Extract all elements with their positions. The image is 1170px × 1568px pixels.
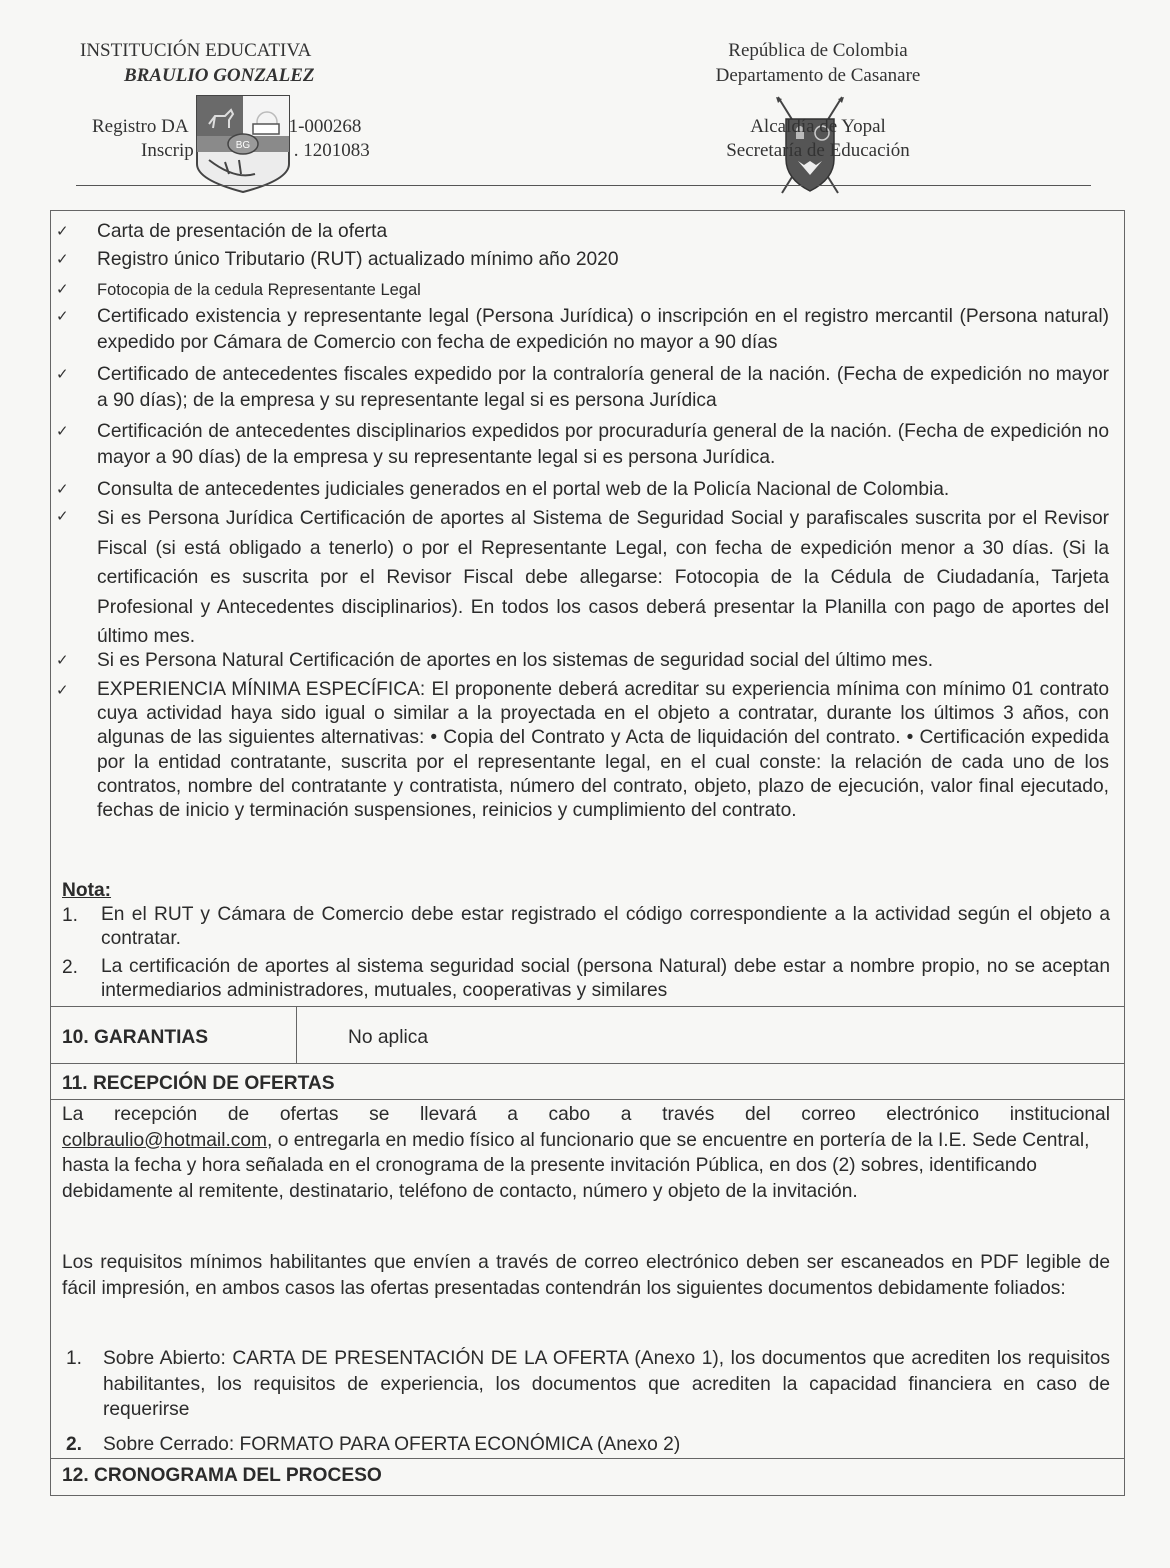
garantias-label: 10. GARANTIAS	[62, 1027, 209, 1048]
requirement-item: Certificado de antecedentes fiscales expedido por la contraloría general de la nación. (Fecha de expedición no mayor a 90 días); de la empresa y su representante legal si es persona Jurídica	[97, 364, 1109, 411]
municipality-name: Alcaldía de Yopal	[750, 116, 886, 137]
country-name: República de Colombia	[728, 40, 908, 61]
requirement-item: EXPERIENCIA MÍNIMA ESPECÍFICA: El proponente deberá acreditar su experiencia mínima con mínimo 01 contrato cuya actividad haya sido igual o similar a la proyectada en el objeto a contratar, durante los últimos 3 años, con algunas de las siguientes alternativas: • Copia del Contrato y Acta de liquidación del contrato. • Certificación expedida por la entidad contratante, suscrita por el representante legal, en el cual conste: la relación de cada uno de los contratos, nombre del contratante y contratista, número del contrato, objeto, plazo de ejecución, valor final ejecutado, fechas de inicio y terminación suspensiones, reinicios y cumplimiento del contrato.	[97, 679, 1109, 822]
nota-item: La certificación de aportes al sistema seguridad social (persona Natural) debe estar a nombre propio, no se aceptan intermediarios administradores, mutuales, cooperativas y similares	[101, 956, 1110, 1001]
requirement-item: Certificación de antecedentes disciplinarios expedidos por procuraduría general de la nación. (Fecha de expedición no mayor a 90 días) de la empresa y su representante legal si es persona Jurídica.	[97, 421, 1109, 468]
email-link[interactable]: colbraulio@hotmail.com,	[62, 1129, 273, 1151]
checkmark-icon: ✓	[56, 251, 69, 268]
nota-number: 1.	[62, 905, 79, 926]
requirement-item: Si es Persona Natural Certificación de aportes en los sistemas de seguridad social del último mes.	[97, 650, 934, 671]
svg-text:BG: BG	[235, 140, 251, 151]
institution-name: BRAULIO GONZALEZ	[124, 65, 315, 86]
row-divider	[50, 1006, 1125, 1007]
registration-number: 1-000268	[288, 116, 362, 137]
checkmark-icon: ✓	[56, 423, 69, 440]
recepcion-paragraph-1	[62, 1102, 1110, 1204]
envelope-number: 1.	[66, 1348, 83, 1369]
recepcion-title: 11. RECEPCIÓN DE OFERTAS	[62, 1073, 335, 1094]
header-divider	[76, 185, 1091, 186]
row-divider	[50, 1099, 1125, 1100]
nota-number: 2.	[62, 957, 79, 978]
checkmark-icon: ✓	[56, 281, 69, 298]
school-crest-icon	[195, 94, 291, 194]
row-divider	[50, 1458, 1125, 1459]
secretariat-name: Secretaría de Educación	[726, 140, 910, 161]
checkmark-icon: ✓	[56, 223, 69, 240]
requirement-item: Fotocopia de la cedula Representante Legal	[97, 281, 421, 299]
header-right	[698, 38, 938, 88]
checkmark-icon: ✓	[56, 508, 69, 525]
registration-prefix: Registro DA	[92, 116, 189, 137]
department-name: Departamento de Casanare	[715, 65, 921, 86]
nota-item: En el RUT y Cámara de Comercio debe estar registrado el código correspondiente a la actividad según el objeto a contratar.	[101, 904, 1110, 949]
envelope-item: Sobre Abierto: CARTA DE PRESENTACIÓN DE LA OFERTA (Anexo 1), los documentos que acrediten los requisitos habilitantes, los requisitos de experiencia, los documentos que acrediten la capacidad financiera en caso de requerirse	[103, 1348, 1110, 1420]
envelope-item: Sobre Cerrado: FORMATO PARA OFERTA ECONÓMICA (Anexo 2)	[103, 1434, 681, 1455]
envelope-number: 2.	[66, 1434, 83, 1455]
checkmark-icon: ✓	[56, 308, 69, 325]
garantias-value: No aplica	[348, 1027, 428, 1048]
inscription-number: . 1201083	[293, 140, 370, 161]
row-divider	[50, 1063, 1125, 1064]
cronograma-title: 12. CRONOGRAMA DEL PROCESO	[62, 1465, 382, 1486]
nota-title: Nota:	[62, 880, 112, 901]
institution-type: INSTITUCIÓN EDUCATIVA	[80, 40, 312, 61]
recepcion-paragraph-2: Los requisitos mínimos habilitantes que envíen a través de correo electrónico deben ser escaneados en PDF legible de fácil impresión, en ambos casos las ofertas presentadas contendrán los siguientes documentos debidamente foliados:	[62, 1252, 1110, 1299]
requirement-item: Carta de presentación de la oferta	[97, 221, 388, 242]
checkmark-icon: ✓	[56, 366, 69, 383]
recepcion-para1-first-line: La recepción de ofertas se llevará a cabo a través del correo electrónico institucional	[62, 1104, 1110, 1125]
checkmark-icon: ✓	[56, 682, 69, 699]
requirement-item: Si es Persona Jurídica Certificación de aportes al Sistema de Seguridad Social y parafiscales suscrita por el Revisor Fiscal (si está obligado a tenerlo) o por el Representante Legal, con fecha de expedición menor a 30 días. (Si la certificación es suscrita por el Revisor Fiscal debe allegarse: Fotocopia de la Cédula de Ciudadanía, Tarjeta Profesional y Antecedentes disciplinarios). En todos los casos deberá presentar la Planilla con pago de aportes del último mes.	[97, 508, 1109, 647]
checkmark-icon: ✓	[56, 652, 69, 669]
checkmark-icon: ✓	[56, 481, 69, 498]
requirement-item: Certificado existencia y representante legal (Persona Jurídica) o inscripción en el registro mercantil (Persona natural) expedido por Cámara de Comercio con fecha de expedición no mayor a 90 días	[97, 306, 1109, 353]
recepcion-para1-rest: o entregarla en medio físico al funcionario que se encuentre en portería de la I.E. Sede Central, hasta la fecha y hora señalada en el cronograma de la presente invitación Pública, en dos (2) sobres, identificando debidamente al remitente, destinatario, teléfono de contacto, número y objeto de la invitación.	[62, 1129, 1090, 1202]
requirement-item: Registro único Tributario (RUT) actualizado mínimo año 2020	[97, 249, 619, 270]
inscription-prefix: Inscrip	[141, 140, 194, 161]
requirement-item: Consulta de antecedentes judiciales generados en el portal web de la Policía Nacional de Colombia.	[97, 479, 950, 500]
cell-divider	[296, 1006, 297, 1063]
